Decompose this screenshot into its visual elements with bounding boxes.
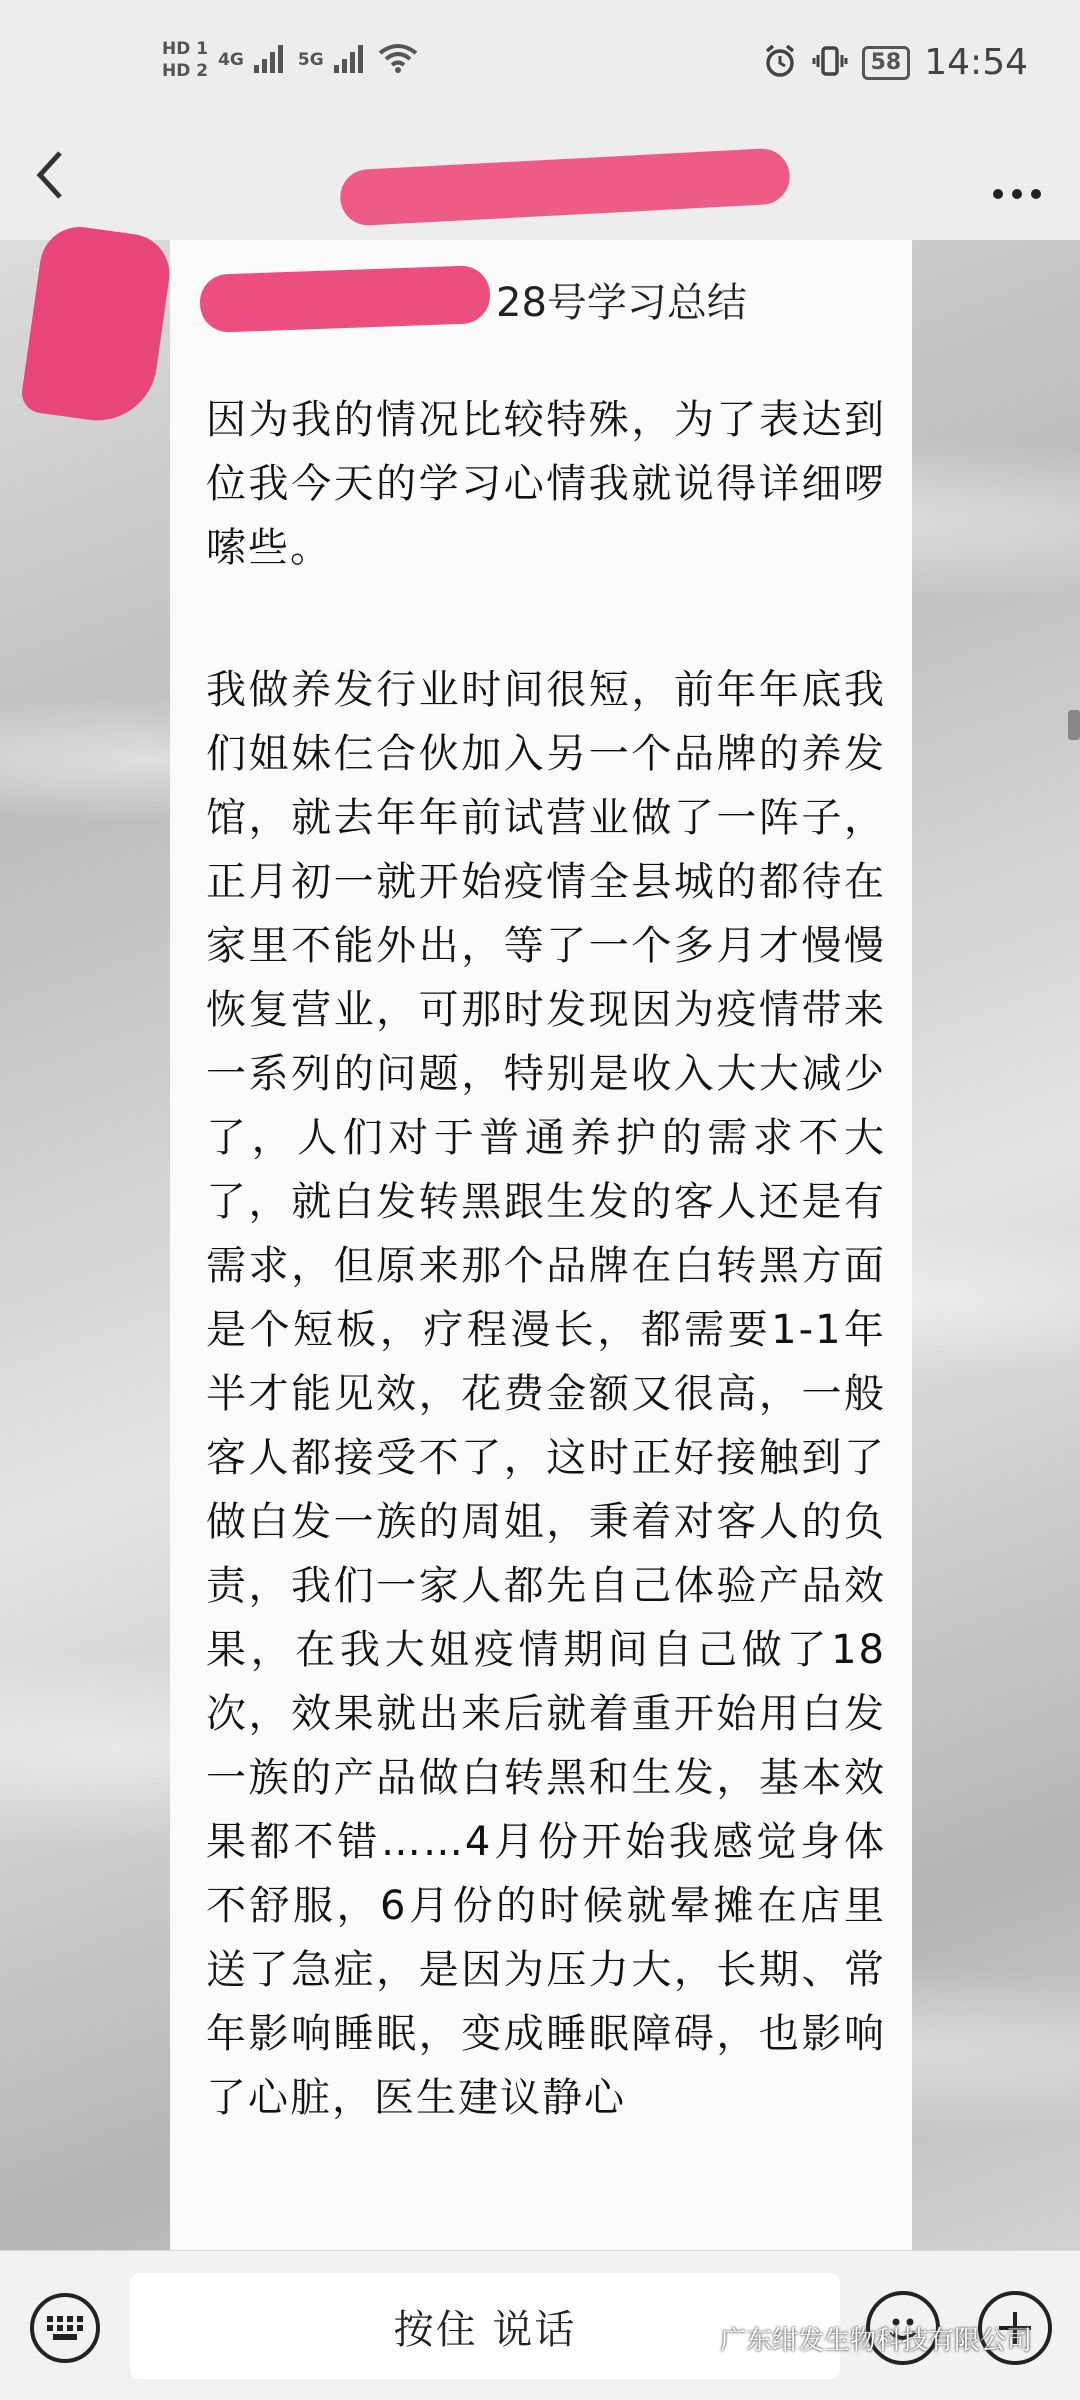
hd2-label: HD 2 (162, 61, 209, 81)
vibrate-icon (812, 43, 848, 83)
signal-indicators (162, 38, 418, 82)
more-options-icon[interactable] (992, 155, 1042, 215)
network-5g-label: 5G (297, 50, 324, 70)
back-icon[interactable] (30, 145, 70, 225)
message-paragraph-1: 因为我的情况比较特殊，为了表达到位我今天的学习心情我就说得详细啰嗦些。 (206, 397, 886, 571)
avatar-redaction (19, 222, 174, 428)
status-bar (0, 0, 1080, 135)
watermark-text: 广东绀发生物科技有限公司 (720, 2326, 1033, 2356)
network-4g-label: 4G (218, 50, 244, 70)
message-paragraph-2: 我做养发行业时间很短，前年年底我们姐妹仨合伙加入另一个品牌的养发馆，就去年年前试营业做了一阵子，正月初一就开始疫情全县城的都待在家里不能外出，等了一个多月才慢慢恢复营业，可那时发现因为疫情带来一系列的问题，特别是收入大大减少了，人们对于普通养护的需求不大了，就白发转黑跟生发的客人还是有需求，但原来那个品牌在白转黑方面是个短板，疗程漫长，都需要1-1年半才能见效，花费金额又很高，一般客人都接受不了，这时正好接触到了做白发一族的周姐，秉着对客人的负责，我们一家人都先自己体验产品效果，在我大姐疫情期间自己做了18次，效果就出来后就着重开始用白发一族的产品做白转黑和生发，基本效果都不错……4月份开始我感觉身体不舒服，6月份的时候就晕摊在店里送了急症，是因为压力大，长期、常年影响睡眠，变成睡眠障碍，也影响了心脏，医生建议静心 (206, 667, 886, 2121)
wifi-icon (378, 43, 418, 78)
battery-level: 58 (862, 46, 911, 80)
hold-to-talk-button[interactable]: 按住 说话 (130, 2273, 840, 2379)
message-bubble[interactable] (170, 240, 912, 2250)
heading-text: 28号学习总结 (496, 279, 747, 326)
chat-header (0, 135, 1080, 240)
signal-bars-icon (334, 43, 368, 78)
clock: 14:54 (924, 42, 1028, 83)
watermark (682, 2320, 1032, 2357)
message-heading (200, 270, 747, 328)
wechat-logo-icon (682, 2322, 712, 2355)
scroll-handle[interactable] (1068, 710, 1080, 740)
sender-avatar[interactable] (32, 230, 162, 420)
keyboard-icon[interactable] (30, 2293, 100, 2363)
signal-bars-icon (254, 43, 288, 78)
hd1-label: HD 1 (162, 39, 209, 59)
chat-title-redaction (339, 147, 791, 226)
alarm-icon (762, 43, 798, 83)
system-indicators (762, 42, 1028, 83)
heading-redaction (199, 265, 491, 333)
hd-indicator (162, 38, 208, 82)
